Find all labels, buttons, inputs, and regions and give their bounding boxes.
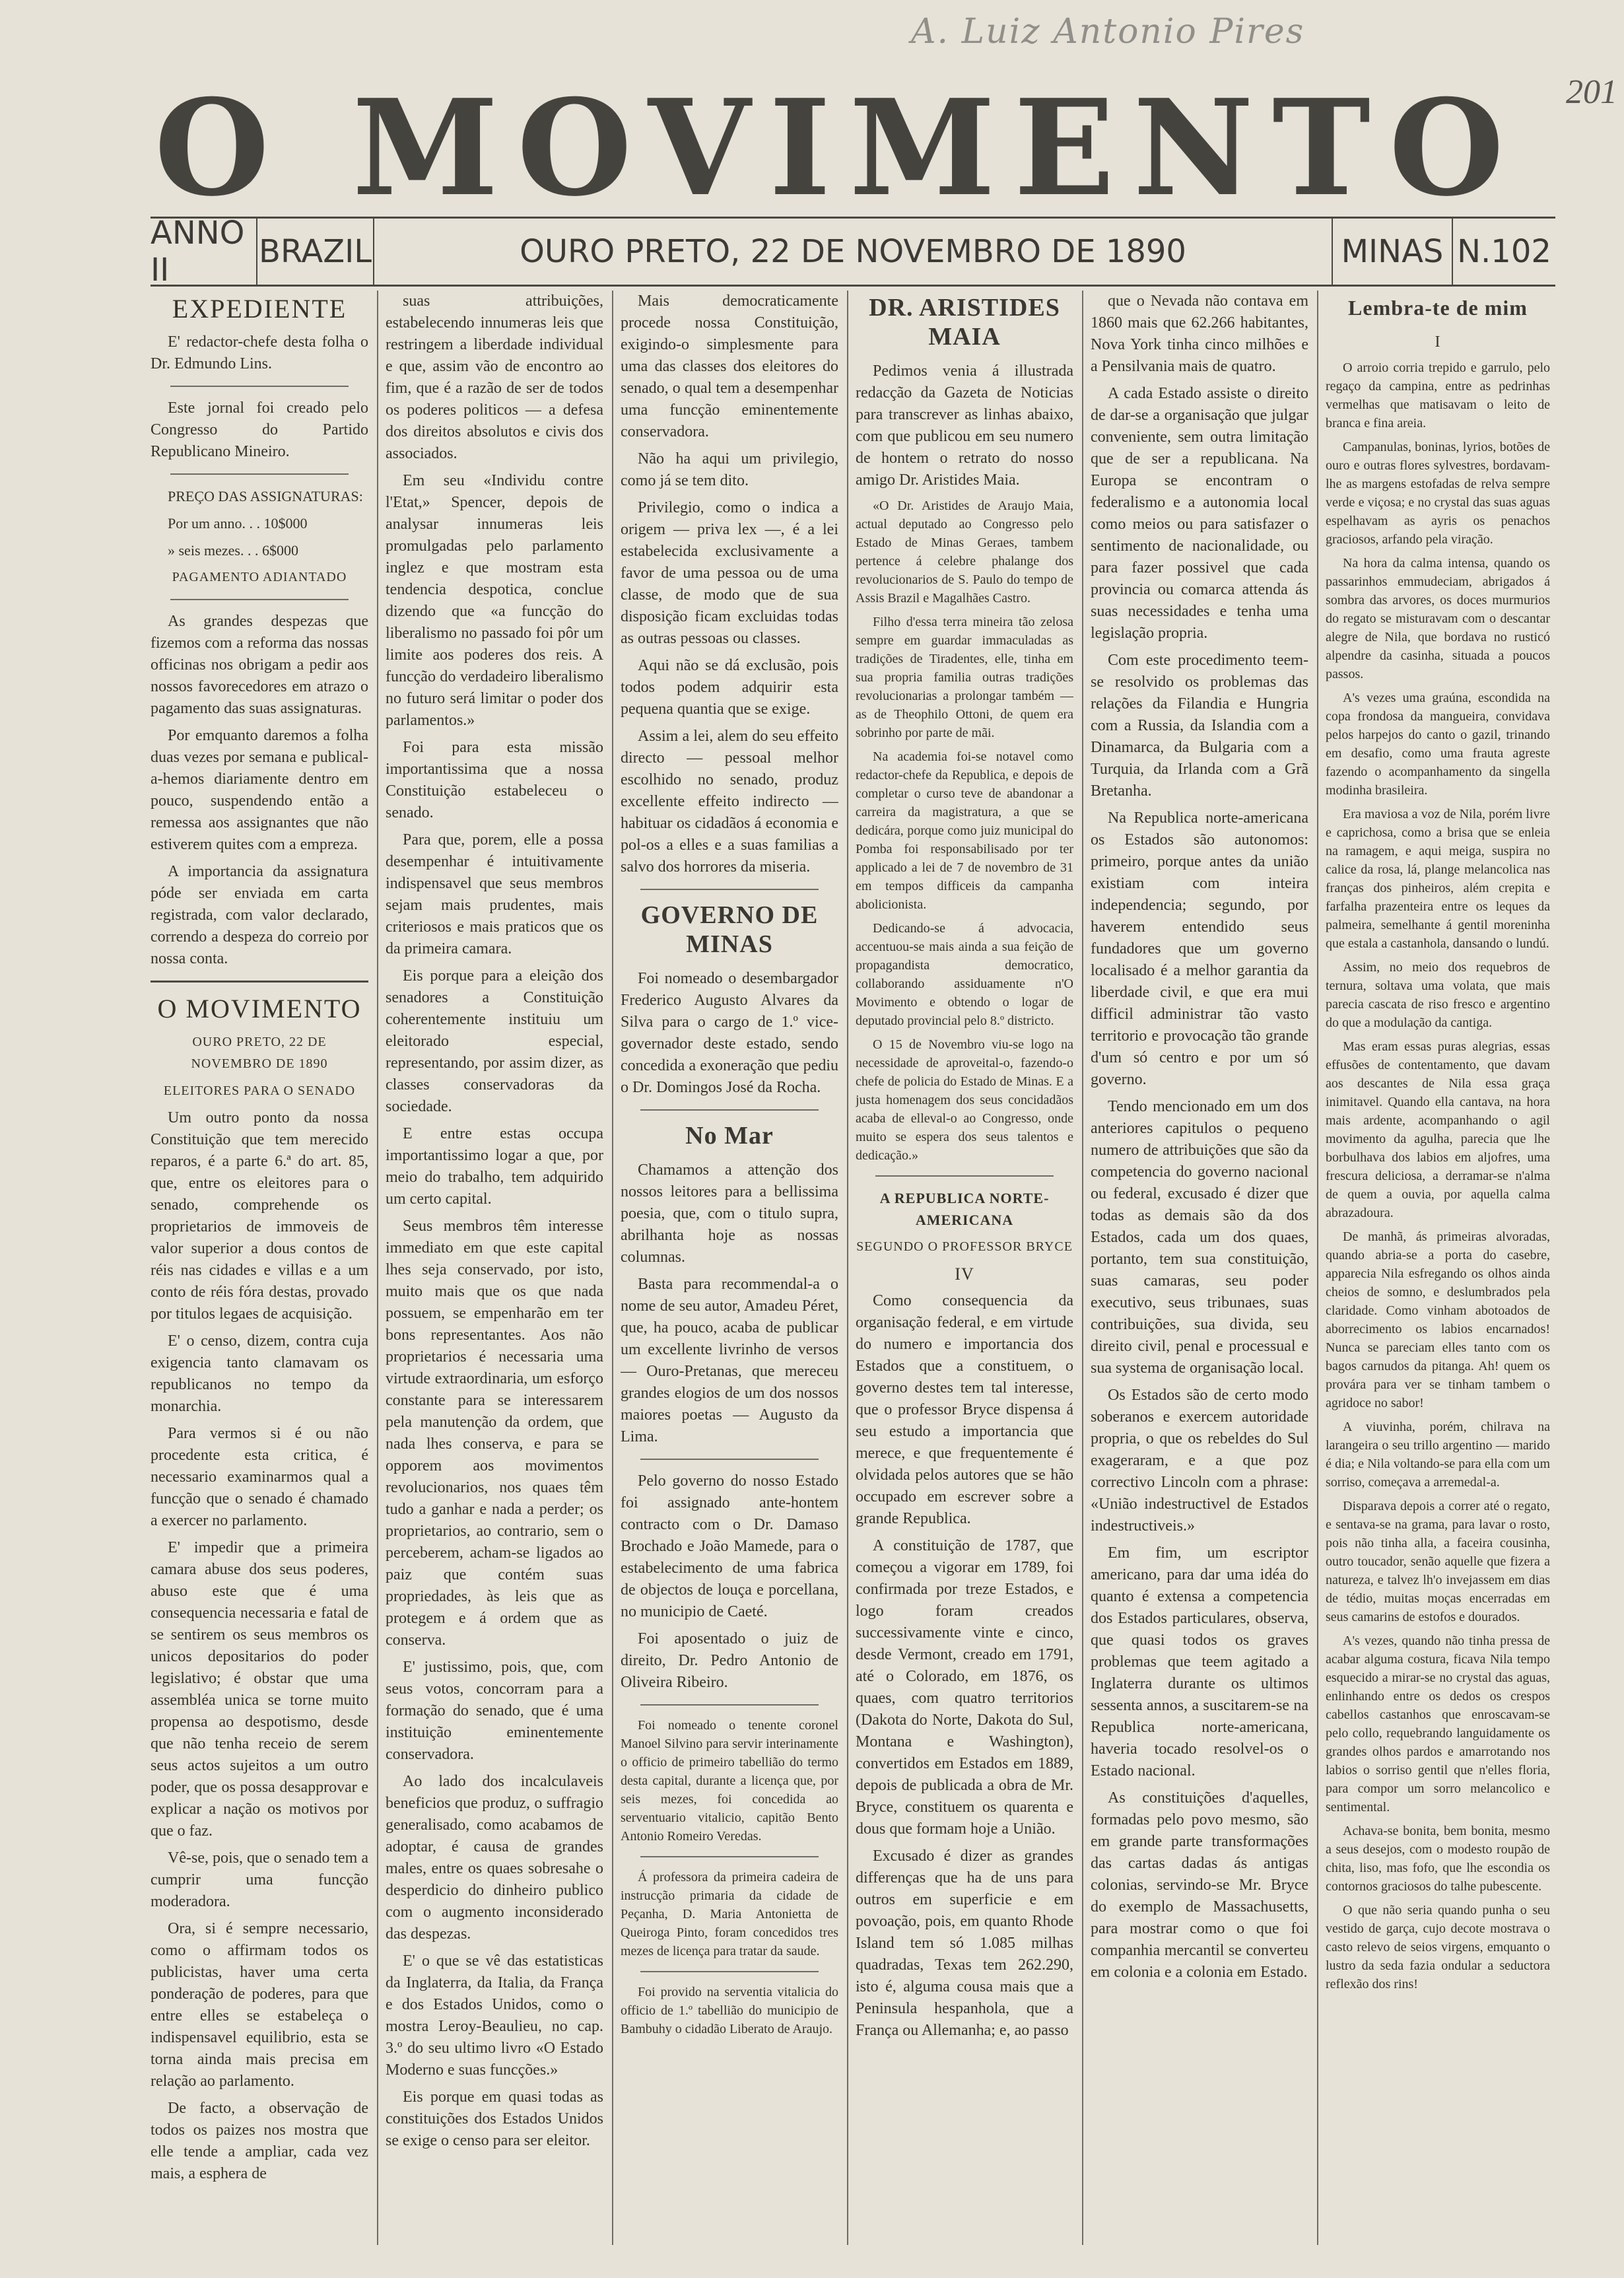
- paragraph: De manhã, ás primeiras alvoradas, quando abria-se a porta do casebre, apparecia Nila esfregando os olhos ainda cheios de somno, e deslumbrados pela claridade. Como vinham abotoados de aborrecimento os labios encarnados! Nunca se pareciam elles tanto com os bagos carnudos da pitanga. Ah! quem os provára para ver se tinham tambem o agridoce no sabor!: [1326, 1229, 1550, 1410]
- paragraph: E entre estas occupa importantissimo logar a que, por meio do trabalho, tem adquirido um certo capital.: [386, 1125, 603, 1208]
- paragraph: Tendo mencionado em um dos anteriores capitulos o pequeno numero de attribuições que são da competencia do governo nacional ou federal, excusado é dizer que todas as demais são da dos Estados, cada um dos quaes, portanto, tem sua constituição, suas camaras, seu poder executivo, seus tribunaes, suas contribuições, sua divida, seu direito civil, penal e processual e sua systema de organisação local.: [1091, 1098, 1308, 1377]
- republica-part-number: IV: [955, 1264, 974, 1284]
- paragraph: E' impedir que a primeira camara abuse dos seus poderes, abuso este que é uma consequencia necessaria e fatal de se sentirem os seus membros os unicos depositarios do poder legislativo; é obstar que uma assembléa unica se torne muito propensa ao despotismo, desde que não tenha receio de serem seus actos sujeitos a um outro poder, que os possa desapprovar e explicar a nação os motivos por que o faz.: [151, 1539, 368, 1840]
- dateline-text: OURO PRETO, 22 DE NOVEMBRO DE 1890: [374, 219, 1333, 285]
- paragraph: Na Republica norte-americana os Estados são autonomos: primeiro, porque antes da união existiam com inteira independencia; segundo, por haverem entendido seus fundadores que um governo localisado é a melhor garantia da liberdade civil, e que era mui difficil administrar tão vasto territorio e provocação tão grande d'um só centro e por um só governo.: [1091, 810, 1308, 1088]
- column-1: [151, 291, 368, 2245]
- republica-subheading: SEGUNDO O PROFESSOR BRYCE: [856, 1239, 1073, 1254]
- paragraph: Foi nomeado o tenente coronel Manoel Silvino para servir interinamente o officio de primeiro tabellião do termo desta capital, durante a licença que, por seis mezes, foi concedida ao serventuario vitalicio, capitão Bento Antonio Romeiro Veredas.: [621, 1718, 838, 1844]
- divider: [640, 889, 819, 890]
- paragraph: Os Estados são de certo modo soberanos e exercem autoridade propria, o que os rebeldes do Sul exageraram, e a que poz correctivo Lincoln com a phrase: «União indestructivel de Estados indestructiveis.»: [1091, 1387, 1308, 1535]
- paragraph: Este jornal foi creado pelo Congresso do Partido Republicano Mineiro.: [151, 399, 368, 460]
- payment-note: PAGAMENTO ADIANTADO: [172, 570, 347, 584]
- paragraph: E' o censo, dizem, contra cuja exigencia tanto clamavam os republicanos no tempo da monarchia.: [151, 1332, 368, 1415]
- paragraph: Para vermos si é ou não procedente esta critica, é necessario examinarmos qual a funcção que o senado é chamado a exercer no parlamento.: [151, 1425, 368, 1529]
- paragraph: Assim a lei, alem do seu effeito directo — pessoal melhor escolhido no senado, produz excellente effeito indirecto — habituar os cidadãos á economia e pol-os a elles e a suas familias a salvo dos horrores da miseria.: [621, 728, 838, 876]
- paragraph: Ora, si é sempre necessario, como o affirmam todos os publicistas, haver uma certa ponderação de poderes, para que entre elles se estabeleça o indispensavel equilibrio, esta se torna ainda mais precisa em relação ao parlamento.: [151, 1920, 368, 2090]
- paragraph: A's vezes, quando não tinha pressa de acabar alguma costura, ficava Nila tempo esquecido a mirar-se no crystal das aguas, enlinhando entre os dedos os crespos cabellos castanhos que enroscavam-se pelo collo, requebrando languidamente os grandes olhos pardos e amarrotando nos labios o sorriso gentil que n'elles floria, para compor um sorro melancolico e sentimental.: [1326, 1634, 1550, 1814]
- column-4: [856, 291, 1073, 2245]
- paragraph: Á professora da primeira cadeira de instrucção primaria da cidade de Peçanha, D. Maria Antonietta de Queiroga Pinto, foram concedidos tres mezes de licença para tratar da saude.: [621, 1870, 838, 1958]
- divider: [640, 1971, 819, 1972]
- paragraph: Assim, no meio dos requebros de ternura, soltava uma volata, que mais parecia cascata de riso fresco e argentino do que a modulação da cantiga.: [1326, 960, 1550, 1030]
- paragraph: O 15 de Novembro viu-se logo na necessidade de aproveital-o, fazendo-o chefe de policia do Estado de Minas. E a justa homenagem dos seus concidadãos acaba de elleval-o ao Congresso, onde muito se espera dos seus talentos e dedicação.»: [856, 1037, 1073, 1163]
- paragraph: O arroio corria trepido e garrulo, pelo regaço da campina, entre as pedrinhas vermelhas que matisavam o leito de branca e fina areia.: [1326, 361, 1550, 431]
- column-2: [386, 291, 603, 2245]
- paragraph: Filho d'essa terra mineira tão zelosa sempre em guardar immaculadas as tradições de Tiradentes, elle, tinha em sua propria familia outras tradições revolucionarias a prolongar também — as de Theophilo Ottoni, de quem era sobrinho por parte de mãi.: [856, 615, 1073, 740]
- governo-heading: GOVERNO DE MINAS: [640, 901, 819, 958]
- paragraph: Foi aposentado o juiz de direito, Dr. Pedro Antonio de Oliveira Ribeiro.: [621, 1630, 838, 1691]
- column-rule: [847, 291, 848, 2245]
- paragraph: Um outro ponto da nossa Constituição que tem merecido reparos, é a parte 6.ª do art. 85, que, entre os eleitores para o senado, comprehende os proprietarios de immoveis de valor superior a dous contos de réis nas cidades e villas e a um conto de réis fóra destas, provado por titulos legaes de acquisição.: [151, 1109, 368, 1323]
- prices-heading: PREÇO DAS ASSIGNATURAS:: [168, 488, 363, 504]
- paragraph: Eis porque para a eleição dos senadores a Constituição coherentemente instituiu um eleitorado especial, representando, por assim dizer, as classes conservadoras da sociedade.: [386, 967, 603, 1115]
- country-label: BRAZIL: [257, 219, 374, 285]
- paragraph: Aqui não se dá exclusão, pois todos podem adquirir esta pequena quantia que se exige.: [621, 657, 838, 718]
- divider: [170, 473, 349, 475]
- paragraph: Seus membros têm interesse immediato em que este capital lhes seja conservado, por isto, muito mais que os que nada possuem, se empenharão em ter bons representantes. Aos não proprietarios é necessaria uma virtude extraordinaria, um esforço constante para se interessarem pela manutenção da ordem, que nada lhes conserva, e para se opporem aos movimentos revolucionarios, nos quaes têm tudo a ganhar e nada a perder; os proprietarios, ao contrario, sem o perceberem, acham-se ligados ao paiz que contém suas propriedades, às leis que as protegem e á ordem que as conserva.: [386, 1218, 603, 1649]
- paragraph: Pedimos venia á illustrada redacção da Gazeta de Noticias para transcrever as linhas abaixo, com que publicou em seu numero de hontem o retrato do nosso amigo Dr. Aristides Maia.: [856, 362, 1073, 489]
- paragraph: Como consequencia da organisação federal, e em virtude do numero e importancia dos Estados que a constituem, o governo destes tem tal interesse, que o professor Bryce dispensa á seu estudo a importancia que merece, e que frequentemente é olvidada pelos autores que se hão occupado em escrever sobre a grande Republica.: [856, 1292, 1073, 1527]
- paragraph: Na hora da calma intensa, quando os passarinhos emmudeciam, abrigados á sombra das arvores, os doces murmurios do regato se misturavam com o descantar alegre de Nila, que bordava no rusticó alpendre da casinha, situada a poucos passos.: [1326, 556, 1550, 681]
- paragraph: Por emquanto daremos a folha duas vezes por semana e publical-a-hemos diariamente dentro em pouco, suspendendo então a remessa aos assignantes que não estiverem quites com a empreza.: [151, 727, 368, 853]
- column-rule: [1082, 291, 1083, 2245]
- column-rule: [1317, 291, 1318, 2245]
- movimento-dateline: OURO PRETO, 22 DE NOVEMBRO DE 1890: [191, 1035, 328, 1071]
- paragraph: Basta para recommendal-a o nome de seu autor, Amadeu Péret, que, ha pouco, acaba de publicar um excellente livrinho de versos — Ouro-Pretanas, que mereceu grandes elogios de um dos nossos maiores poetas — Augusto da Lima.: [621, 1276, 838, 1445]
- movimento-heading: O MOVIMENTO: [157, 994, 362, 1023]
- eleitores-heading: ELEITORES PARA O SENADO: [163, 1084, 356, 1098]
- price-semester: » seis mezes. . . 6$000: [168, 542, 298, 559]
- paragraph: Não ha aqui um privilegio, como já se tem dito.: [621, 450, 838, 489]
- paragraph: A constituição de 1787, que começou a vigorar em 1789, foi confirmada por treze Estados, e logo foram creados successivamente vinte e cinco, desde Vermont, creado em 1791, até o Colorado, em 1876, os quaes, com quatro territorios (Dakota do Norte, Dakota do Sul, Montana e Washington), convertidos em Estados em 1889, depois de publicada a obra de Mr. Bryce, constituem os quarenta e dous que formam hoje a União.: [856, 1537, 1073, 1838]
- paragraph: Dedicando-se á advocacia, accentuou-se mais ainda a sua feição de propagandista democratico, collaborando assiduamente n'O Movimento e obtendo o logar de deputado provincial pelo 8.º districto.: [856, 921, 1073, 1028]
- paragraph: E' justissimo, pois, que, com seus votos, concorram para a formação do senado, que é uma instituição eminentemente conservadora.: [386, 1659, 603, 1763]
- expediente-heading: EXPEDIENTE: [172, 294, 347, 324]
- issue-number: N.102: [1457, 233, 1551, 270]
- divider: [640, 1459, 819, 1460]
- divider: [151, 981, 368, 983]
- paragraph: Mas eram essas puras alegrias, essas effusões de contentamento, que davam aos descantes de Nila essa graça inimitavel. Quando ella cantava, na hora mais ardente, acompanhando o agil movimento da agulha, parecia que lhe borbulhava dos labios em aljofres, uma frescura deliciosa, a derramar-se n'alma de quem a ouvia, por aquella calma abrazadoura.: [1326, 1039, 1550, 1220]
- divider: [170, 386, 349, 387]
- paragraph: Para que, porem, elle a possa desempenhar é intuitivamente indispensavel que seus membros sejam mais prudentes, mais criteriosos e mais praticos que os da primeira camara.: [386, 831, 603, 957]
- paragraph: Com este procedimento teem-se resolvido os problemas das relações da Filandia e Hungria com a Russia, da Islandia com a Dinamarca, da Bulgaria com a Turquia, da Irlanda com a Grã Bretanha.: [1091, 652, 1308, 800]
- divider: [640, 1109, 819, 1111]
- paragraph: Foi para esta missão importantissima que a nossa Constituição estabeleceu o senado.: [386, 739, 603, 821]
- paragraph: Era maviosa a voz de Nila, porém livre e caprichosa, como a brisa que se enleia na ramagem, e aqui meiga, suspira no calice da rosa, lá, plange melancolica nas franças dos pinheiros, além crepita e farfalha prazenteira entre os leques da palmeira, semelhante á gentil moreninha que estala a castanhola, dansando o lundú.: [1326, 807, 1550, 951]
- dateline-bar: [151, 217, 1555, 287]
- paragraph: Em fim, um escriptor americano, para dar uma idéa do quanto é extensa a competencia dos Estados particulares, observa, que quasi todos os graves problemas que teem agitado a Inglaterra durante os ultimos sessenta annos, a suscitarem-se na Republica norte-americana, haveria tocado resolvel-os o Estado nacional.: [1091, 1544, 1308, 1779]
- paragraph: Achava-se bonita, bem bonita, mesmo a seus desejos, com o modesto roupão de chita, liso, mas fofo, que lhe escondia os contornos graciosos do talhe pubescente.: [1326, 1824, 1550, 1894]
- paragraph: As grandes despezas que fizemos com a reforma das nossas officinas nos obrigam a pedir aos nossos favorecedores em atrazo o pagamento das suas assignaturas.: [151, 613, 368, 717]
- paragraph: Pelo governo do nosso Estado foi assignado ante-hontem contracto com o Dr. Damaso Brochado e João Mamede, para o estabelecimento de uma fabrica de objectos de louça e porcellana, no municipio de Caeté.: [621, 1472, 838, 1620]
- lembra-part-number: I: [1435, 333, 1441, 351]
- paragraph: Na academia foi-se notavel como redactor-chefe da Republica, e depois de completar o curso teve de abandonar a carreira da magistratura, a que se dedicára, porque como juiz municipal do Pomba foi responsabilisado por ter applicado a lei de 7 de novembro de 31 em tempos difficeis da campanha abolicionista.: [856, 749, 1073, 912]
- margin-page-number: 201: [1566, 73, 1617, 111]
- paragraph: E' redactor-chefe desta folha o Dr. Edmundo Lins.: [151, 333, 368, 372]
- column-6: [1326, 291, 1550, 2245]
- divider: [875, 1175, 1054, 1177]
- state-label: MINAS: [1333, 219, 1453, 285]
- column-3: [621, 291, 838, 2245]
- republica-heading: A REPUBLICA NORTE-AMERICANA: [879, 1190, 1050, 1228]
- paragraph: Foi provido na serventia vitalicia do officio de 1.º tabellião do municipio de Bambuhy o cidadão Liberato de Araujo.: [621, 1985, 838, 2036]
- price-year: Por um anno. . . 10$000: [168, 515, 308, 532]
- divider: [640, 1704, 819, 1706]
- paragraph: Disparava depois a correr até o regato, e sentava-se na grama, para lavar o rosto, pois não tinha alla, a faceira cousinha, outro toucador, senão aquelle que fizera a natureza, e talvez lh'o invejassem em dias de tédio, muitas moças encerradas em seus camarins de estofos e dourados.: [1326, 1499, 1550, 1624]
- paragraph: que o Nevada não contava em 1860 mais que 62.266 habitantes, Nova York tinha cinco milhões e a Pensilvania mais de quatro.: [1091, 293, 1308, 375]
- paragraph: Campanulas, boninas, lyrios, botões de ouro e outras flores sylvestres, bordavam-lhe as margens estofadas de relva sempre verde e viçosa; e no crystal das suas aguas espelhavam as ayris os penachos graciosos, arfando pela viração.: [1326, 440, 1550, 547]
- paragraph: A importancia da assignatura póde ser enviada em carta registrada, com valor declarado, correndo a despeza do correio por nossa conta.: [151, 863, 368, 967]
- columns-area: [151, 291, 1555, 2265]
- paragraph: E' o que se vê das estatisticas da Inglaterra, da Italia, da França e dos Estados Unidos, como o mostra Leroy-Beaulieu, no cap. 3.º do seu ultimo livro «O Estado Moderno e suas funcções.»: [386, 1952, 603, 2079]
- paragraph: Vê-se, pois, que o senado tem a cumprir uma funcção moderadora.: [151, 1849, 368, 1910]
- paragraph: Em seu «Individu contre l'Etat,» Spencer, depois de analysar innumeras leis promulgadas pelo parlamento inglez e que mostram esta tendencia despotica, conclue dizendo que «a funcção do liberalismo no passado foi pôr um limite aos poderes dos reis. A funcção do verdadeiro liberalismo no futuro será limitar o poder dos parlamentos.»: [386, 472, 603, 729]
- divider: [170, 599, 349, 600]
- column-rule: [377, 291, 378, 2245]
- paragraph: Eis porque em quasi todas as constituições dos Estados Unidos se exige o censo para ser eleitor.: [386, 2088, 603, 2149]
- paragraph: Excusado é dizer as grandes differenças que ha de uns para outros em superficie e em povoação, pois, em quanto Rhode Island tem só 1.085 milhas quadradas, Texas tem 262.290, isto é, alguma cousa mais que a Peninsula hespanhola, que a França ou Allemanha; e, ao passo: [856, 1847, 1073, 2039]
- paragraph: De facto, a observação de todos os paizes nos mostra que elle tende a ampliar, cada vez mais, a esphera de: [151, 2100, 368, 2182]
- column-5: [1091, 291, 1308, 2245]
- paragraph: Mais democraticamente procede nossa Constituição, exigindo-o simplesmente para uma das classes dos eleitores do senado, o qual tem a desempenhar uma funcção eminentemente conservadora.: [621, 293, 838, 440]
- paragraph: Privilegio, como o indica a origem — priva lex —, é a lei estabelecida exclusivamente a favor de uma pessoa ou de uma classe, de modo que de sua disposição ficam excluidas todas as outras pessoas ou classes.: [621, 499, 838, 647]
- paragraph: Chamamos a attenção dos nossos leitores para a bellissima poesia, que, com o titulo supra, abrilhanta hoje as nossas columnas.: [621, 1161, 838, 1266]
- paragraph: As constituições d'aquelles, formadas pelo povo mesmo, são em grande parte transformações das cartas dadas ás antigas colonias, servindo-se Mr. Bryce do exemplo de Massachusetts, para mostrar como o que foi companhia mercantil se converteu em colonia e a colonia em Estado.: [1091, 1789, 1308, 1981]
- aristides-heading: DR. ARISTIDES MAIA: [869, 294, 1060, 351]
- column-rule: [612, 291, 613, 2245]
- paragraph: A's vezes uma graúna, escondida na copa frondosa da mangueira, convidava pelos harpejos do canto o gazil, trinando em desafio, como uma frauta agreste fazendo o acompanhamento da singella modinha brasileira.: [1326, 691, 1550, 798]
- divider: [640, 1856, 819, 1857]
- lembra-heading: Lembra-te de mim: [1348, 296, 1528, 320]
- paragraph: Ao lado dos incalculaveis beneficios que produz, o suffragio generalisado, como acabamos de adoptar, é causa de grandes males, entre os quaes sobresahe o desperdicio do dinheiro publico com o augmento inconsiderado das despezas.: [386, 1773, 603, 1943]
- paragraph: Foi nomeado o desembargador Frederico Augusto Alvares da Silva para o cargo de 1.º vice-governador deste estado, sendo concedida a exoneração que pediu o Dr. Domingos José da Rocha.: [621, 970, 838, 1096]
- paragraph: O que não seria quando punha o seu vestido de garça, cujo decote mostrava o casto relevo de seios virgens, emquanto o lustro da seda fazia ondular a seductora reflexão dos rins!: [1326, 1903, 1550, 1991]
- nomar-heading: No Mar: [685, 1122, 774, 1150]
- masthead-title: O MOVIMENTO: [154, 71, 1523, 226]
- paragraph: «O Dr. Aristides de Araujo Maia, actual deputado ao Congresso pelo Estado de Minas Geraes, tambem pertence á celebre phalange dos revolucionarios de S. Paulo do tempo de Assis Brazil e Magalhães Castro.: [856, 499, 1073, 605]
- paragraph: A cada Estado assiste o direito de dar-se a organisação que julgar conveniente, sem outra limitação que de ser a republicana. Na Europa se encontram o federalismo e a autonomia local como meios ou para satisfazer o sentimento de nacionalidade, ou para fazer possivel que cada provincia ou comarca attenda ás suas necessidades e tenha uma legislação propria.: [1091, 385, 1308, 642]
- handwritten-signature: A. Luiz Antonio Pires: [911, 12, 1305, 52]
- anno-label: ANNO II: [151, 219, 257, 285]
- paragraph: suas attribuições, estabelecendo innumeras leis que restringem a liberdade individual e que, assim vão de encontro ao fim, que é a razão de ser de todos os poderes politicos — a defesa dos direitos absolutos e civis dos associados.: [386, 293, 603, 462]
- paragraph: A viuvinha, porém, chilrava na larangeira o seu trillo argentino — marido é dia; e Nila voltando-se para ella com um sorriso, começava a arremedal-a.: [1326, 1420, 1550, 1490]
